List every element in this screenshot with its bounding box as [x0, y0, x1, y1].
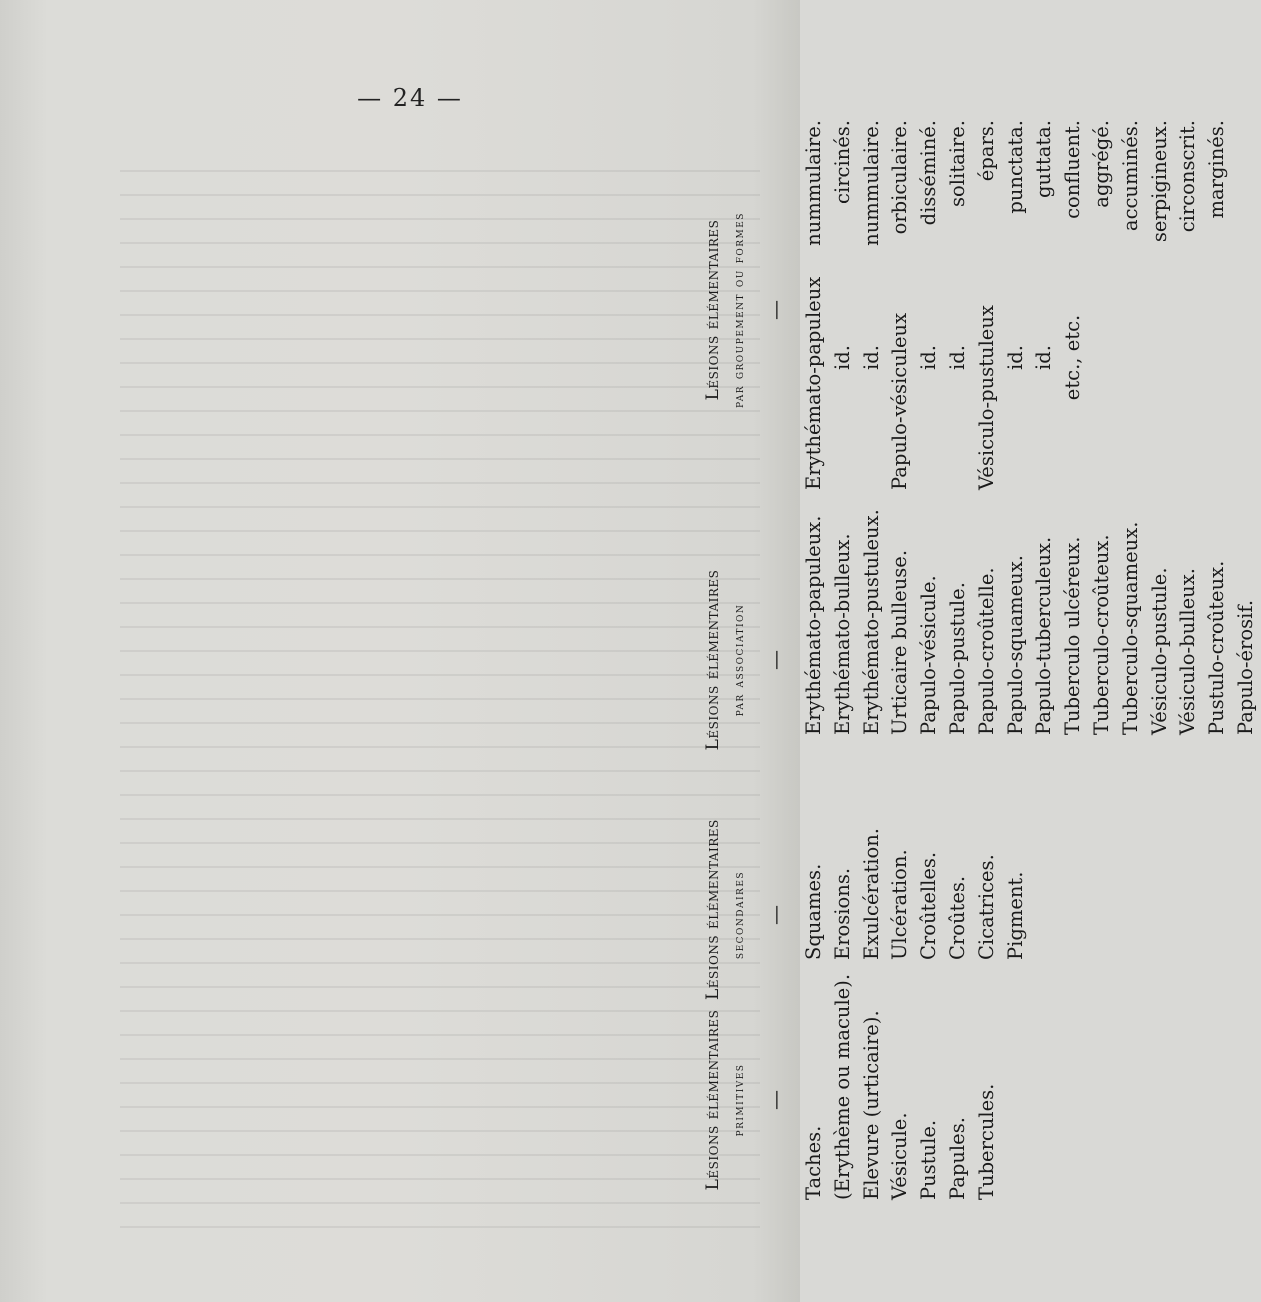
- table-row: [1117, 120, 1146, 500]
- table-row: [1203, 120, 1232, 500]
- group-form: serpigineux.: [1147, 120, 1171, 243]
- column-subtitle: secondaires: [731, 870, 747, 960]
- table-row: [915, 120, 944, 500]
- list-item: Elevure (urticaire).: [859, 1010, 883, 1200]
- list-item: (Erythème ou macule).: [830, 973, 854, 1200]
- list-item: Urticaire bulleuse.: [888, 549, 912, 735]
- list-item: Tuberculo-croûteux.: [1089, 534, 1113, 735]
- group-lesion: Papulo-vésiculeux: [888, 312, 912, 490]
- group-lesion: id.: [859, 345, 883, 370]
- group-form: guttata.: [1032, 120, 1056, 198]
- group-form: aggrégé.: [1089, 120, 1113, 208]
- group-lesion: [1146, 255, 1175, 500]
- table-row: [973, 120, 1002, 500]
- table-row: [800, 120, 829, 500]
- table-row: [829, 120, 858, 500]
- column-items: [800, 490, 1261, 830]
- group-form: disséminé.: [917, 120, 941, 226]
- list-item: Croûtelles.: [917, 851, 941, 960]
- group-form: nummulaire.: [802, 120, 825, 246]
- list-item: Papulo-vésicule.: [917, 575, 941, 735]
- list-item: Papulo-squameux.: [1003, 555, 1027, 735]
- rotated-table: [700, 120, 1260, 1230]
- group-lesion: etc., etc.: [1061, 314, 1085, 401]
- table-row: [1059, 120, 1088, 500]
- column-items: [800, 827, 1030, 1000]
- column-primitives: [700, 970, 1002, 1230]
- table-row: [1002, 120, 1031, 500]
- list-item: Tuberculo ulcéreux.: [1061, 536, 1085, 735]
- group-form: accuminés.: [1118, 120, 1142, 232]
- group-form: circinés.: [830, 120, 854, 204]
- group-form: orbiculaire.: [888, 120, 912, 235]
- column-header: [700, 120, 752, 500]
- list-item: Erythémato-papuleux.: [802, 515, 825, 735]
- group-form: punctata.: [1003, 120, 1027, 214]
- column-subtitle: primitives: [731, 1063, 747, 1137]
- table-row: [1030, 120, 1059, 500]
- column-items: [800, 120, 1232, 500]
- group-form: épars.: [974, 120, 998, 182]
- list-item: Taches.: [802, 1125, 825, 1200]
- list-item: Vésicule.: [888, 1112, 912, 1200]
- table-row: [944, 120, 973, 500]
- group-lesion: id.: [1032, 345, 1056, 370]
- group-lesion: [1117, 255, 1146, 500]
- list-item: Papulo-pustule.: [945, 582, 969, 735]
- column-dash: —: [763, 1090, 787, 1110]
- list-item: Vésiculo-bulleux.: [1176, 568, 1200, 735]
- column-title: Lésions élémentaires: [703, 219, 723, 401]
- list-item: Pustule.: [917, 1119, 941, 1200]
- column-header: [700, 490, 752, 830]
- list-item: Vésiculo-pustule.: [1147, 567, 1171, 735]
- column-groupement: [700, 120, 1232, 500]
- group-lesion: [1088, 255, 1117, 500]
- column-dash: —: [763, 905, 787, 925]
- group-lesion: id.: [830, 345, 854, 370]
- list-item: Ulcération.: [888, 849, 912, 960]
- table-row: [1088, 120, 1117, 500]
- list-item: Croûtes.: [945, 875, 969, 960]
- column-dash: —: [763, 650, 787, 670]
- group-lesion: [1174, 255, 1203, 500]
- list-item: Papulo-croûtelle.: [974, 567, 998, 735]
- list-item: Exulcération.: [859, 827, 883, 960]
- column-subtitle: par association: [731, 603, 747, 717]
- group-form: circonscrit.: [1176, 120, 1200, 233]
- list-item: Papulo-tuberculeux.: [1032, 536, 1056, 735]
- table-row: [1146, 120, 1175, 500]
- column-items: [800, 970, 1002, 1230]
- table-row: [858, 120, 887, 500]
- list-item: Squames.: [802, 863, 825, 960]
- list-item: Tubercules.: [974, 1083, 998, 1200]
- column-subtitle: par groupement ou formes: [731, 212, 747, 408]
- group-form: marginés.: [1205, 120, 1229, 219]
- group-form: confluent.: [1061, 120, 1085, 219]
- column-secondaires: [700, 819, 1030, 1000]
- column-title: Lésions élémentaires: [703, 1009, 723, 1191]
- list-item: Papulo-érosif.: [1233, 599, 1257, 735]
- list-item: Tuberculo-squameux.: [1118, 521, 1142, 735]
- list-item: Papules.: [945, 1117, 969, 1200]
- group-lesion: id.: [1003, 345, 1027, 370]
- column-title: Lésions élémentaires: [703, 569, 723, 751]
- page-number: — 24 —: [357, 84, 463, 112]
- column-header: [700, 970, 752, 1230]
- group-lesion: id.: [917, 345, 941, 370]
- list-item: Pigment.: [1003, 871, 1027, 960]
- list-item: Cicatrices.: [974, 854, 998, 960]
- column-association: [700, 490, 1261, 830]
- list-item: Erythémato-bulleux.: [830, 533, 854, 735]
- group-form: solitaire.: [945, 120, 969, 207]
- column-title: Lésions élémentaires: [703, 819, 723, 1000]
- group-lesion: id.: [945, 345, 969, 370]
- table-row: [886, 120, 915, 500]
- group-lesion: Erythémato-papuleux: [802, 276, 825, 490]
- group-form: nummulaire.: [859, 120, 883, 246]
- group-lesion: [1203, 255, 1232, 500]
- table-row: [1174, 120, 1203, 500]
- list-item: Erythémato-pustuleux.: [859, 509, 883, 735]
- list-item: Pustulo-croûteux.: [1205, 560, 1229, 735]
- column-dash: —: [763, 300, 787, 320]
- group-lesion: Vésiculo-pustuleux: [974, 305, 998, 490]
- column-header: [700, 819, 752, 1000]
- list-item: Erosions.: [830, 867, 854, 960]
